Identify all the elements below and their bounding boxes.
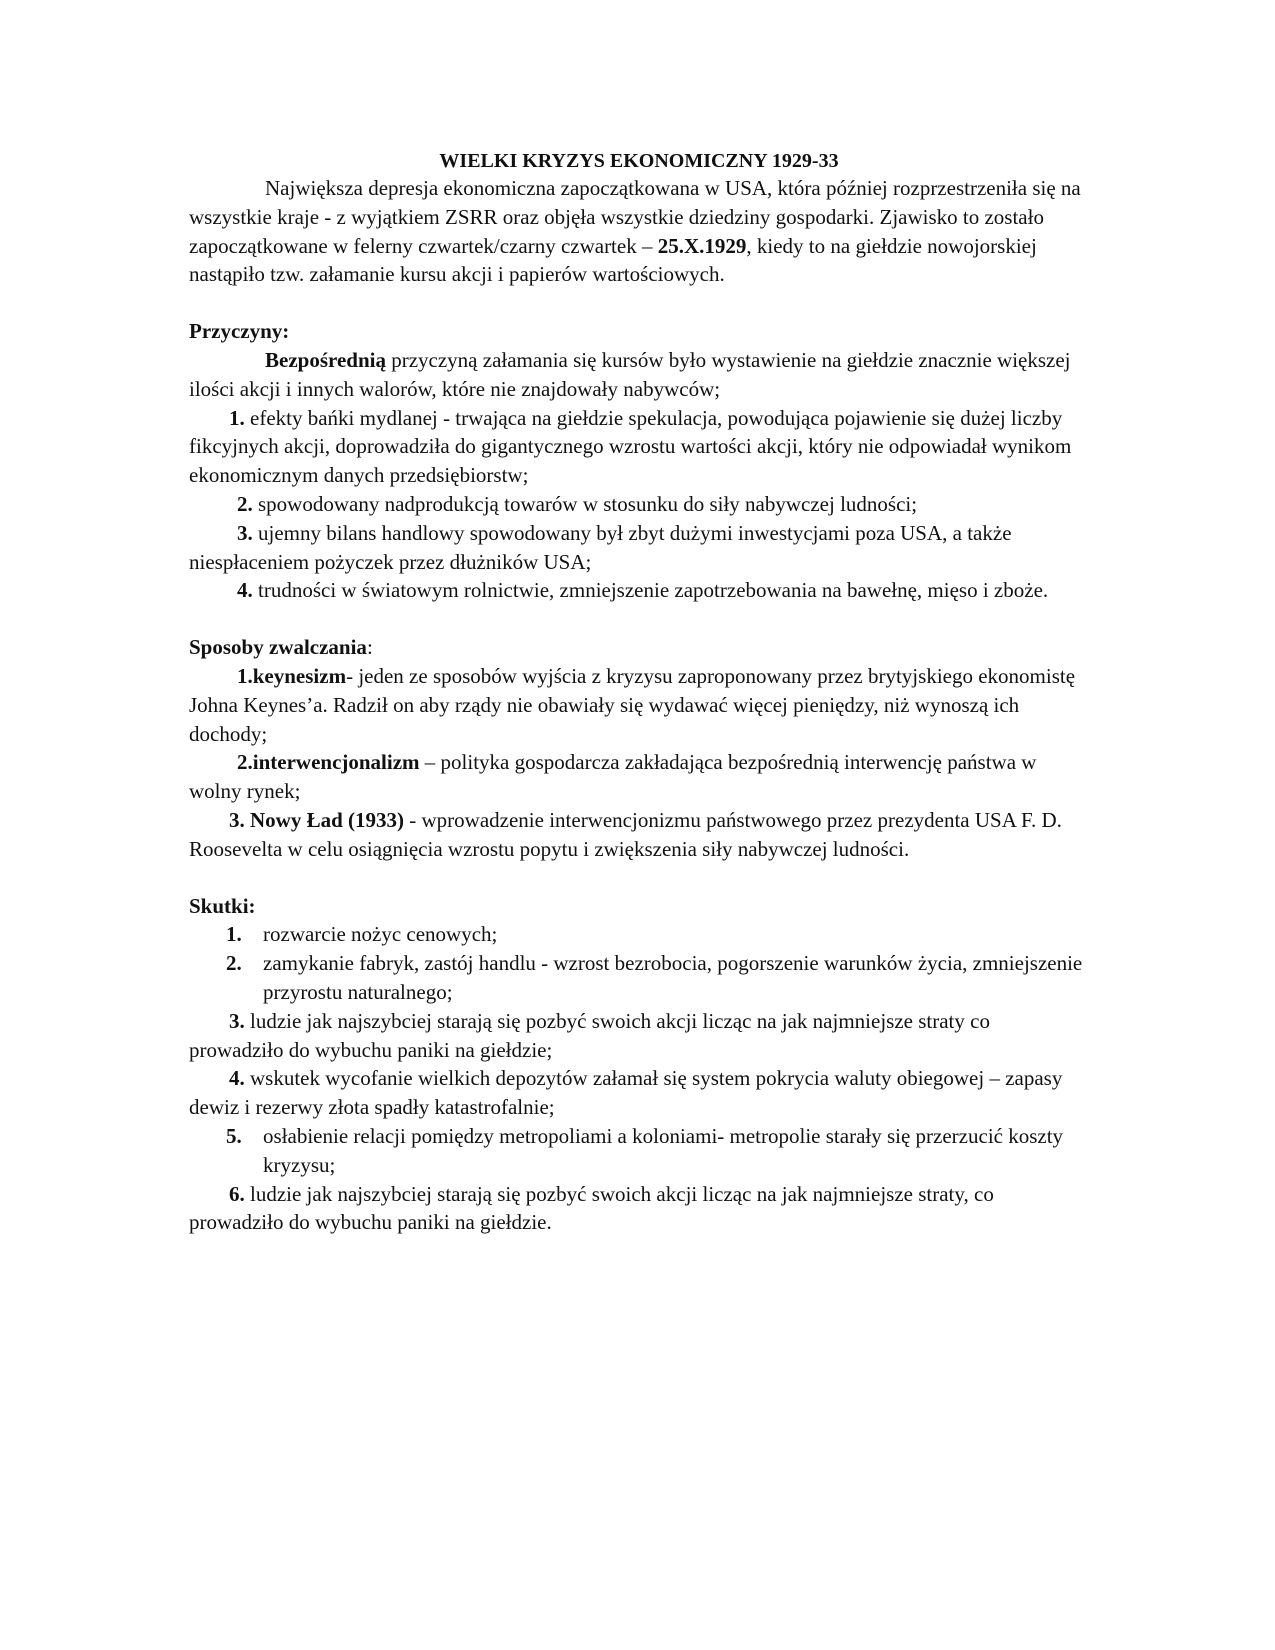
list-item — [189, 519, 1089, 577]
list-item — [189, 949, 1089, 1007]
list-item-text: ludzie jak najszybciej starają się pozbyć swoich akcji licząc na jak najmniejsze straty co prowadziło do wybuchu paniki na giełdzie; — [189, 1008, 990, 1062]
list-item-number: 3. — [237, 520, 253, 545]
list-item-number: 2. — [226, 951, 242, 976]
list-item-text: ludzie jak najszybciej starają się pozbyć swoich akcji licząc na jak najmniejsze straty, co prowadziło do wybuchu paniki na giełdzie. — [189, 1181, 994, 1235]
intro-paragraph — [189, 174, 1089, 289]
sposoby-heading-colon: : — [366, 635, 373, 660]
list-item-term: 3. Nowy Ład (1933) — [229, 807, 405, 832]
list-item-text: trudności w światowym rolnictwie, zmniejszenie zapotrzebowania na bawełnę, mięso i zboże. — [252, 578, 1049, 603]
list-item-text: zamykanie fabryk, zastój handlu - wzrost bezrobocia, pogorszenie warunków życia, zmniejszenie przyrostu naturalnego; — [263, 951, 1083, 1004]
list-item-term: 1.keynesizm — [237, 663, 347, 688]
section-heading-przyczyny: Przyczyny: — [189, 319, 290, 344]
przyczyny-lead — [189, 346, 1089, 404]
list-item — [189, 1007, 1089, 1065]
list-item — [189, 576, 1089, 605]
list-item-number: 2. — [237, 491, 253, 516]
list-item-text: efekty bańki mydlanej - trwająca na giełdzie spekulacja, powodująca pojawienie się dużej liczby fikcyjnych akcji, doprowadziła do gigantycznego wzrostu wartości akcji, który nie odpowiadał wynikom ekonomicznym danych przedsiębiorstw; — [189, 405, 1072, 488]
list-item — [189, 662, 1089, 748]
list-item-text: - wprowadzenie interwencjonizmu państwowego przez prezydenta USA F. D. Roosevelta w celu osiągnięcia wzrostu popytu i zwiększenia siły nabywczej ludności. — [189, 807, 1062, 861]
list-item-number: 5. — [226, 1123, 242, 1148]
list-item-text: ujemny bilans handlowy spowodowany był zbyt dużymi inwestycjami poza USA, a także niespłaceniem pożyczek przez dłużników USA; — [189, 520, 1012, 574]
list-item-number: 1. — [229, 405, 245, 430]
sposoby-heading-text: Sposoby zwalczania — [189, 635, 367, 660]
section-heading-skutki: Skutki: — [189, 893, 256, 918]
list-item-number: 3. — [229, 1008, 245, 1033]
list-item — [189, 1064, 1089, 1122]
list-item — [189, 1180, 1089, 1238]
intro-text-1: Największa depresja ekonomiczna zapoczątkowana w USA, która później rozprzestrzeniła się na wszystkie kraje - z wyjątkiem ZSRR oraz objęła wszystkie dziedziny gospodarki. Zjawisko to zostało zapoczątkowane w felerny czwartek/czarny czwartek – — [189, 176, 1081, 258]
list-item — [189, 920, 1089, 949]
list-item — [189, 404, 1089, 490]
list-item — [189, 806, 1089, 864]
list-item — [189, 490, 1089, 519]
document-body — [189, 148, 1089, 1237]
list-item-text: wskutek wycofanie wielkich depozytów załamał się system pokrycia waluty obiegowej – zapasy dewiz i rezerwy złota spadły katastrofalnie; — [189, 1066, 1063, 1120]
intro-text-2: , kiedy to na giełdzie nowojorskiej nastąpiło tzw. załamanie kursu akcji i papierów wartościowych. — [189, 233, 1037, 287]
list-item-text: rozwarcie nożyc cenowych; — [263, 922, 498, 947]
list-item-text: osłabienie relacji pomiędzy metropoliami a koloniami- metropolie starały się przerzucić koszty kryzysu; — [263, 1123, 1064, 1177]
przyczyny-lead-text: przyczyną załamania się kursów było wystawienie na giełdzie znacznie większej ilości akcji i innych walorów, które nie znajdowały nabywców; — [189, 347, 1071, 401]
list-item-number: 4. — [237, 578, 253, 603]
list-item-number: 6. — [229, 1181, 245, 1206]
przyczyny-lead-bold: Bezpośrednią — [265, 347, 386, 372]
list-item-text: - jeden ze sposobów wyjścia z kryzysu zaproponowany przez brytyjskiego ekonomistę Johna Keynes’a. Radził on aby rządy nie obawiały się wydawać więcej pieniędzy, niż wynoszą ich dochody; — [189, 663, 1076, 746]
section-heading-sposoby — [189, 633, 1089, 662]
list-item-term: 2.interwencjonalizm — [237, 750, 420, 775]
list-item-text: – polityka gospodarcza zakładająca bezpośrednią interwencję państwa w wolny rynek; — [189, 750, 1037, 804]
intro-date: 25.X.1929 — [657, 233, 747, 258]
list-item-text: spowodowany nadprodukcją towarów w stosunku do siły nabywczej ludności; — [252, 491, 918, 516]
list-item-number: 4. — [229, 1066, 245, 1091]
list-item — [189, 1122, 1089, 1180]
list-item-number: 1. — [226, 922, 242, 947]
page-title: WIELKI KRYZYS EKONOMICZNY 1929-33 — [439, 150, 839, 172]
list-item — [189, 748, 1089, 806]
